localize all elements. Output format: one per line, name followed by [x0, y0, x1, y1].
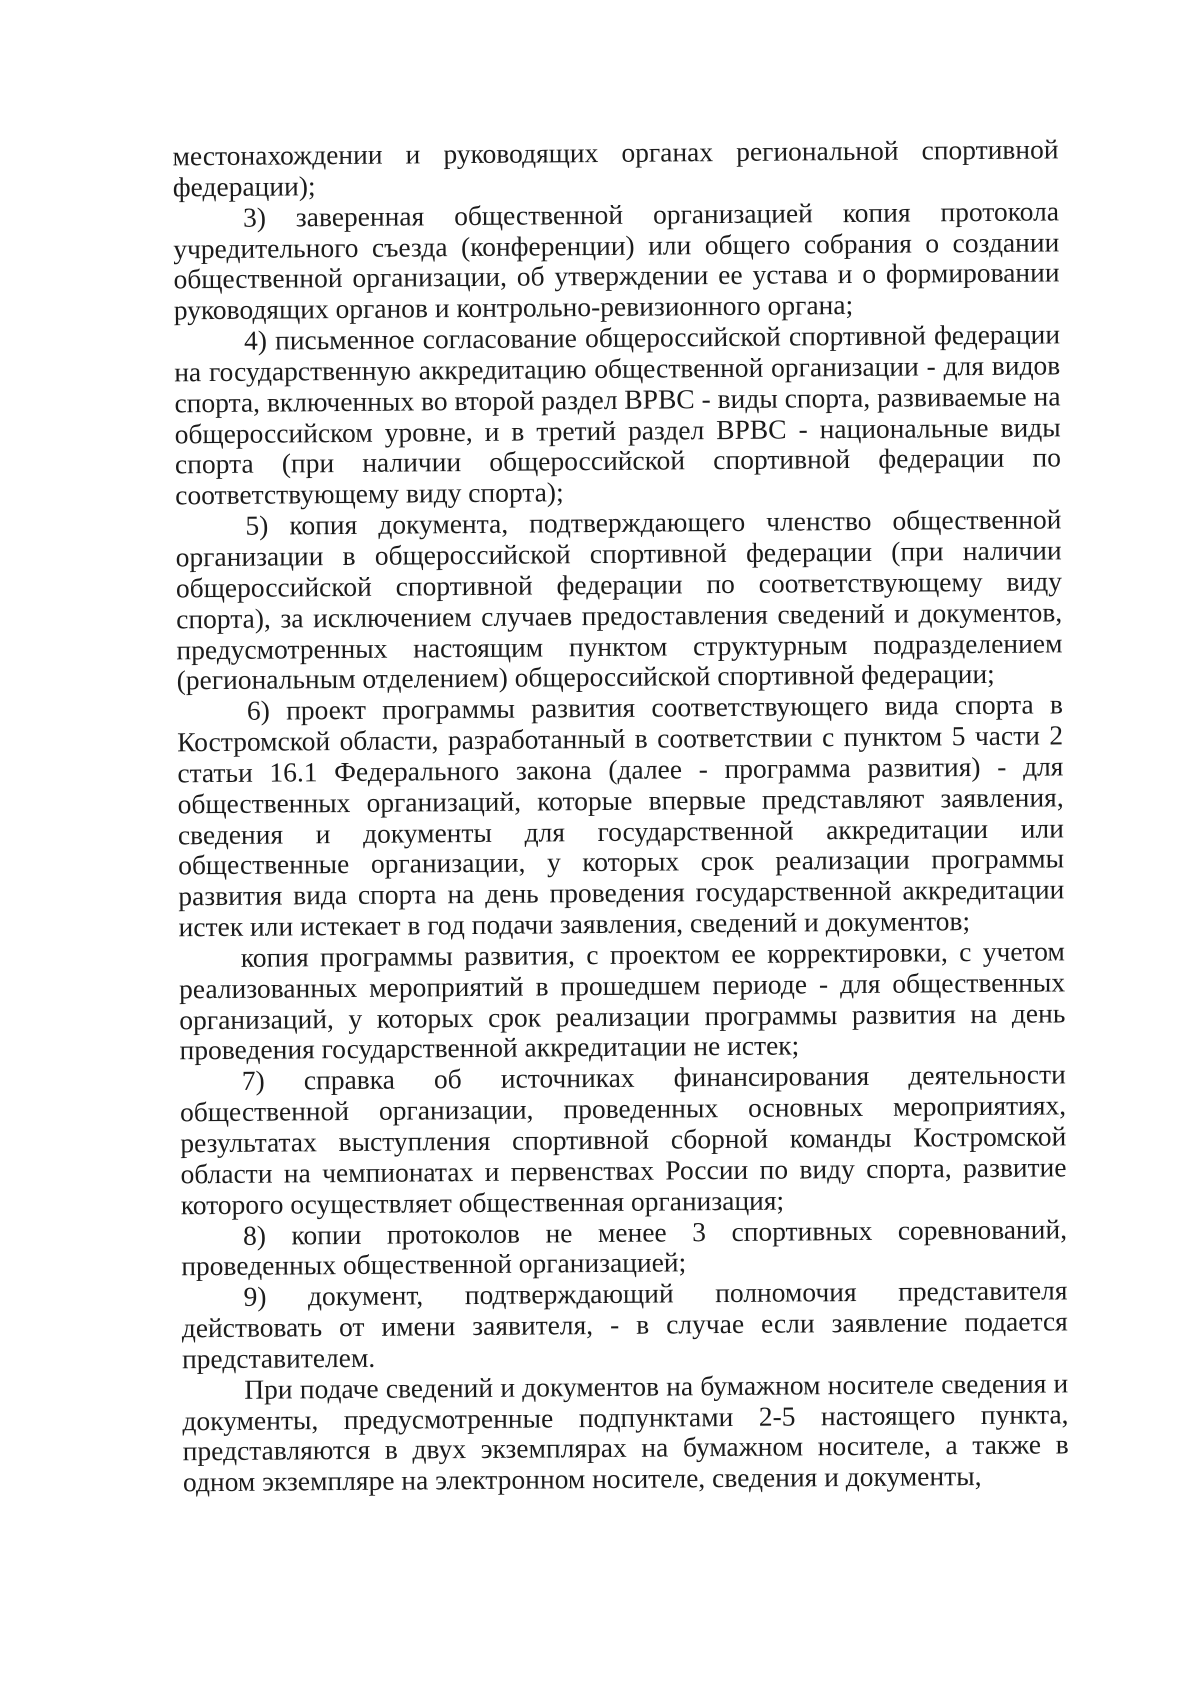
paragraph-continuation: местонахождении и руководящих органах региональной спортивной федерации); — [172, 133, 1059, 203]
paragraph-submission: При подаче сведений и документов на бумажном носителе сведения и документы, предусмотренные подпунктами 2-5 настоящего пункта, представляются в двух экземплярах на бумажном носителе, а также в одном экземпляре на электронном носителе, сведения и документы, — [182, 1367, 1069, 1498]
paragraph-item-4: 4) письменное согласование общероссийской спортивной федерации на государственную аккредитацию общественной организации - для видов спорта, включенных во второй раздел ВРВС - виды спорта, развиваемые на общероссийском уровне, и в третий раздел ВРВС - национальные виды спорта (при наличии общероссийской спортивной федерации по соответствующему виду спорта); — [174, 318, 1062, 511]
paragraph-item-3: 3) заверенная общественной организацией копия протокола учредительного съезда (конференции) или общего собрания о создании общественной организации, об утверждении ее устава и о формировании руководящих органов и контрольно-ревизионного органа; — [173, 195, 1060, 326]
document-body — [172, 134, 1069, 1498]
paragraph-program-copy: копия программы развития, с проектом ее корректировки, с учетом реализованных мероприятий в прошедшем периоде - для общественных организаций, у которых срок реализации программы развития на день проведения государственной аккредитации не истек; — [178, 935, 1066, 1066]
paragraph-item-8: 8) копии протоколов не менее 3 спортивных соревнований, проведенных общественной организацией; — [181, 1212, 1068, 1282]
paragraph-item-6: 6) проект программы развития соответствующего вида спорта в Костромской области, разработанный в соответствии с пунктом 5 части 2 статьи 16.1 Федерального закона (далее - программа развития) - для общественных организаций, которые впервые представляют заявления, сведения и документы для государственной аккредитации или общественные организации, у которых срок реализации программы развития вида спорта на день проведения государственной аккредитации истек или истекает в год подачи заявления, сведений и документов; — [177, 688, 1065, 943]
paragraph-item-7: 7) справка об источниках финансирования деятельности общественной организации, проведенных основных мероприятиях, результатах выступления спортивной сборной команды Костромской области на чемпионатах и первенствах России по виду спорта, развитие которого осуществляет общественная организация; — [179, 1058, 1067, 1220]
paragraph-item-5: 5) копия документа, подтверждающего членство общественной организации в общероссийской спортивной федерации (при наличии общероссийской спортивной федерации по соответствующему виду спорта), за исключением случаев предоставления сведений и документов, предусмотренных настоящим пунктом структурным подразделением (региональным отделением) общероссийской спортивной федерации; — [175, 503, 1063, 696]
paragraph-item-9: 9) документ, подтверждающий полномочия представителя действовать от имени заявителя, - в случае если заявление подается представителем. — [181, 1274, 1068, 1375]
